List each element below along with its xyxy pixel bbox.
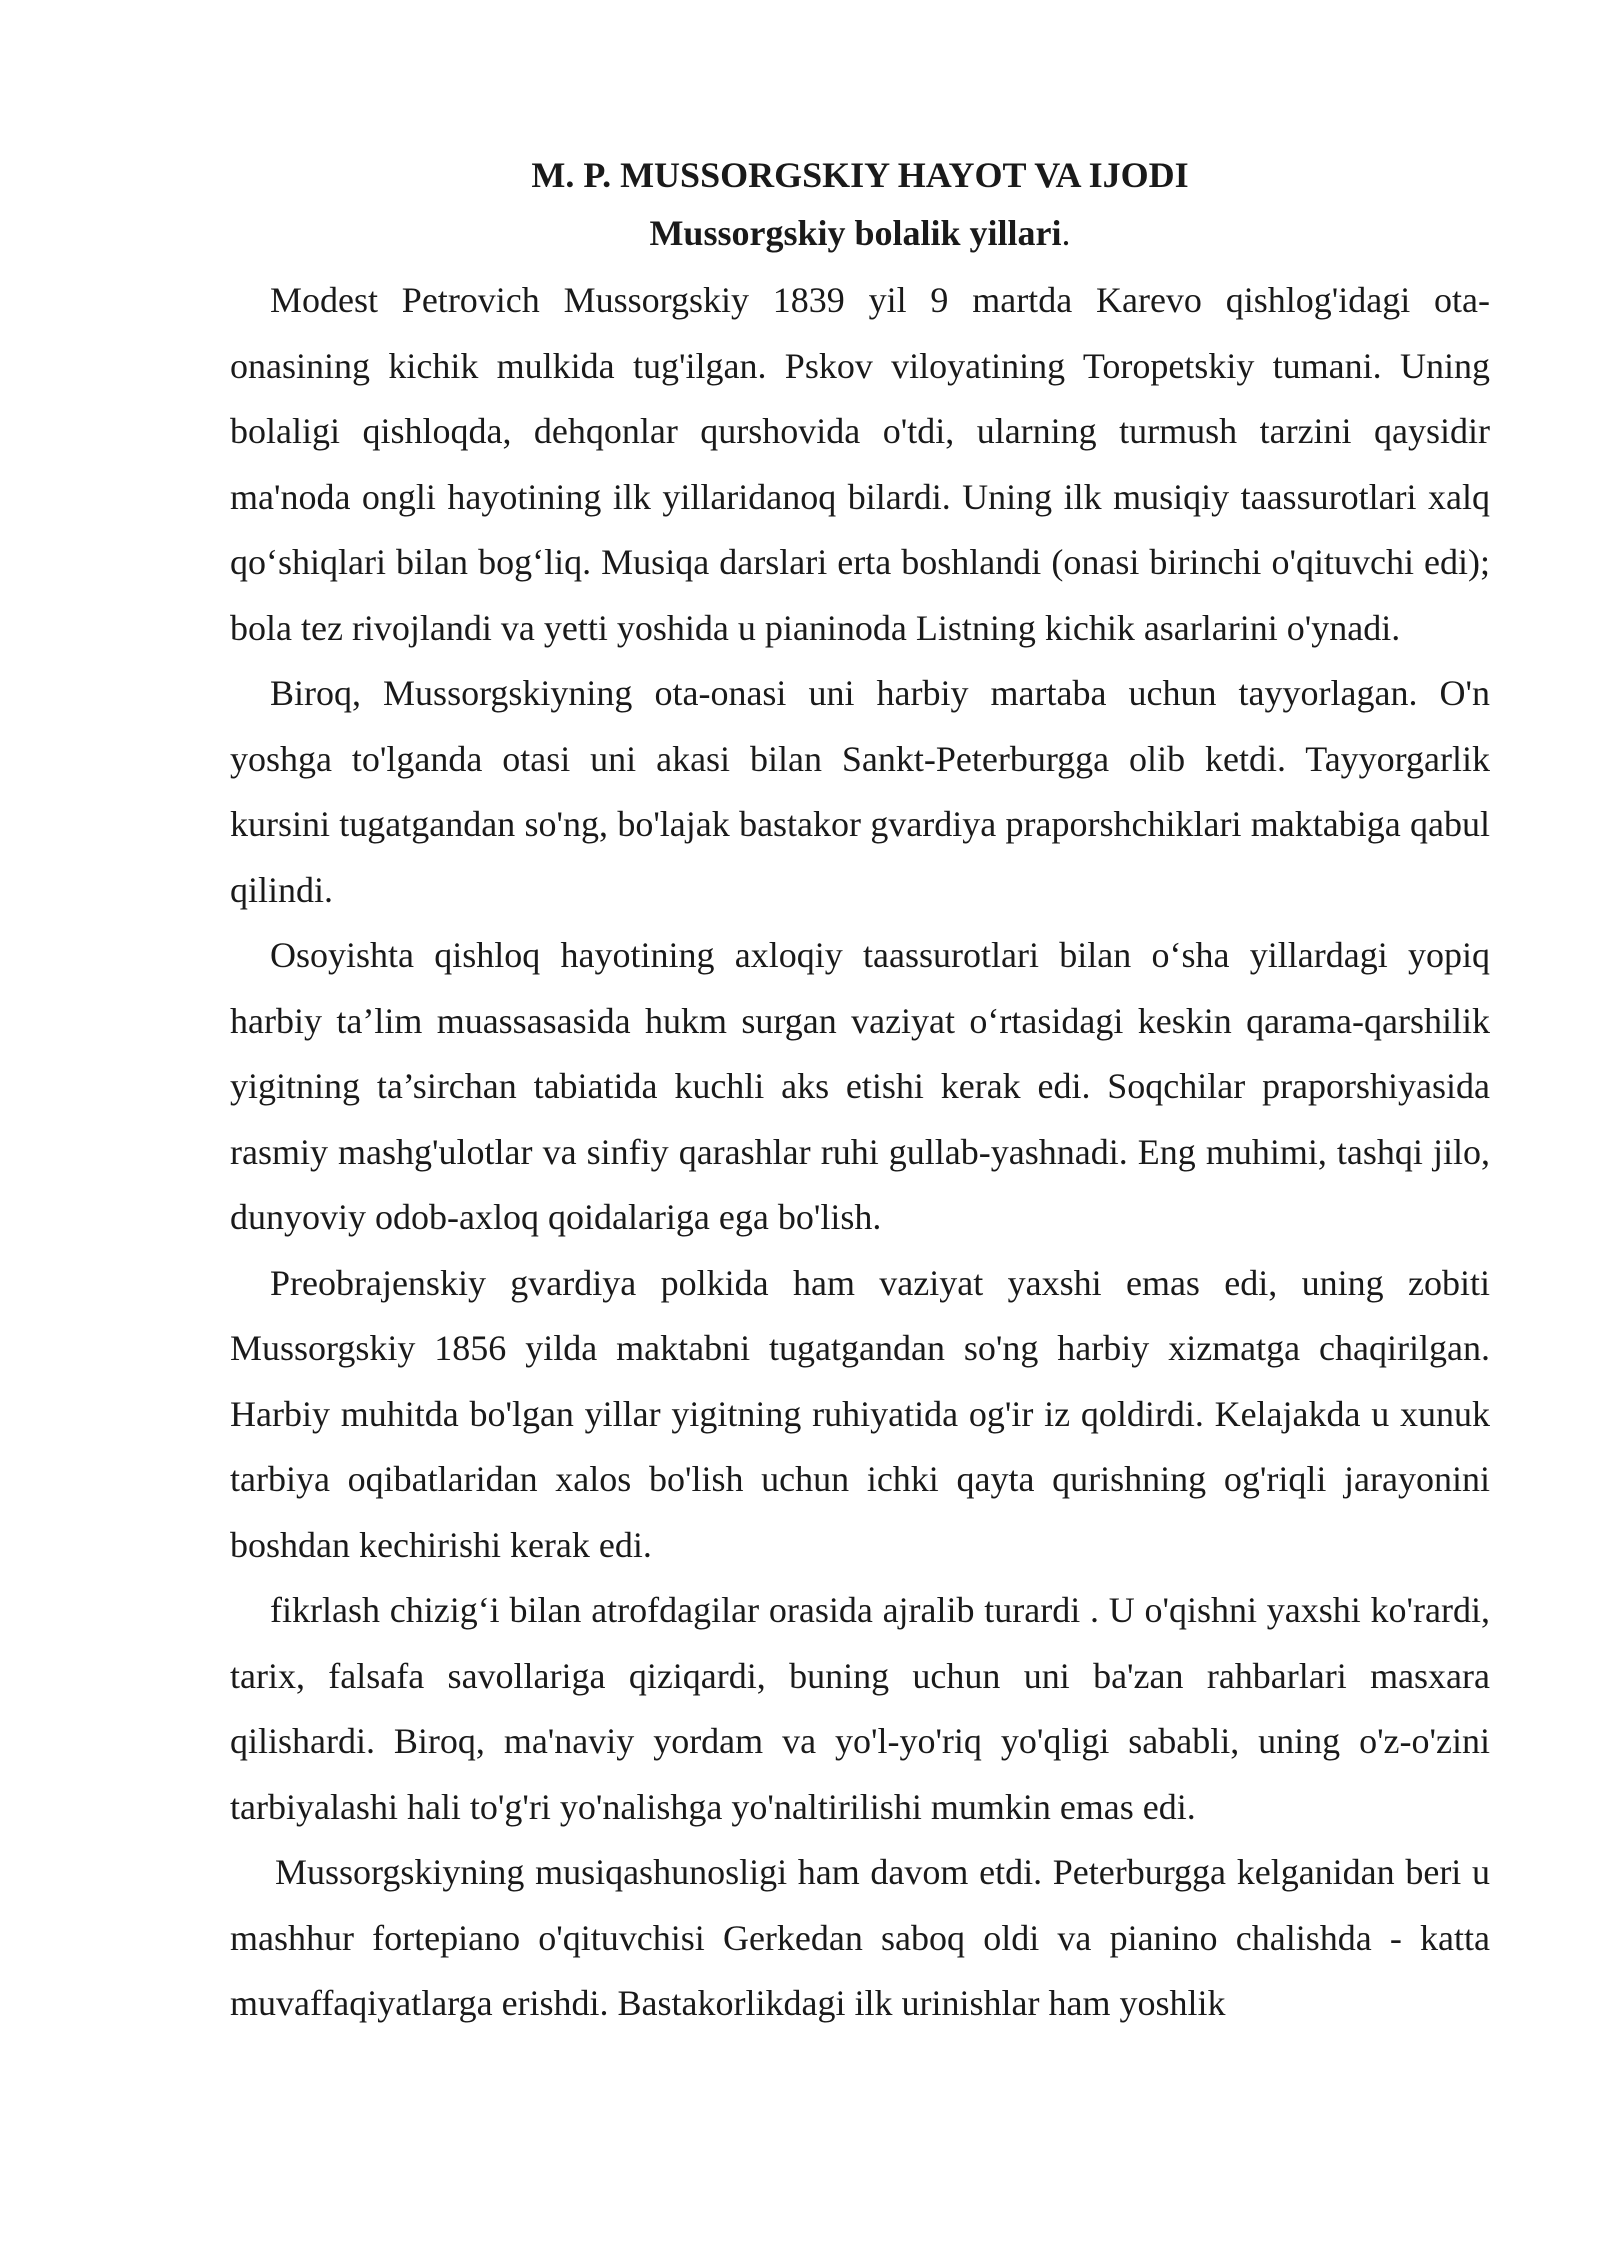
paragraph-1: Modest Petrovich Mussorgskiy 1839 yil 9 martda Karevo qishlog'idagi ota-onasining kichik mulkida tug'ilgan. Pskov viloyatining Toropetskiy tumani. Uning bolaligi qishloqda, dehqonlar qurshovida o'tdi, ularning turmush tarzini qaysidir ma'noda ongli hayotining ilk yillaridanoq bilardi. Uning ilk musiqiy taassurotlari xalq qo‘shiqlari bilan bog‘liq. Musiqa darslari erta boshlandi (onasi birinchi o'qituvchi edi); bola tez rivojlandi va yetti yoshida u pianinoda Listning kichik asarlarini o'ynadi. (230, 280, 1490, 648)
paragraph-4: Preobrajenskiy gvardiya polkida ham vaziyat yaxshi emas edi, uning zobiti Mussorgskiy 1856 yilda maktabni tugatgandan so'ng harbiy xizmatga chaqirilgan. Harbiy muhitda bo'lgan yillar yigitning ruhiyatida og'ir iz qoldirdi. Kelajakda u xunuk tarbiya oqibatlaridan xalos bo'lish uchun ichki qayta qurishning og'riqli jarayonini boshdan kechirishi kerak edi. (230, 1262, 1490, 1565)
paragraph-5: fikrlash chizig‘i bilan atrofdagilar orasida ajralib turardi . U o'qishni yaxshi ko'rardi, tarix, falsafa savollariga qiziqardi, buning uchun uni ba'zan rahbarlari masxara qilishardi. Biroq, ma'naviy yordam va yo'l-yo'riq yo'qligi sababli, uning o'z-o'zini tarbiyalashi hali to'g'ri yo'nalishga yo'naltirilishi mumkin emas edi. (230, 1590, 1490, 1827)
document-title: M. P. MUSSORGSKIY HAYOT VA IJODI (531, 155, 1189, 195)
paragraph-3: Osoyishta qishloq hayotining axloqiy taassurotlari bilan o‘sha yillardagi yopiq harbiy ta’lim muassasasida hukm surgan vaziyat o‘rtasidagi keskin qarama-qarshilik yigitning ta’sirchan tabiatida kuchli aks etishi kerak edi. Soqchilar praporshiyasida rasmiy mashg'ulotlar va sinfiy qarashlar ruhi gullab-yashnadi. Eng muhimi, tashqi jilo, dunyoviy odob-axloq qoidalariga ega bo'lish. (230, 935, 1490, 1237)
section-subtitle-text: Mussorgskiy bolalik yillari (649, 213, 1062, 253)
section-subtitle (230, 208, 1490, 258)
document-page (230, 150, 1490, 2037)
section-subtitle-punct: . (1061, 213, 1071, 253)
paragraph-2: Biroq, Mussorgskiyning ota-onasi uni harbiy martaba uchun tayyorlagan. O'n yoshga to'lganda otasi uni akasi bilan Sankt-Peterburgga olib ketdi. Tayyorgarlik kursini tugatgandan so'ng, bo'lajak bastakor gvardiya praporshchiklari maktabiga qabul qilindi. (230, 673, 1490, 910)
paragraph-6: Mussorgskiyning musiqashunosligi ham davom etdi. Peterburgga kelganidan beri u mashhur fortepiano o'qituvchisi Gerkedan saboq oldi va pianino chalishda - katta muvaffaqiyatlarga erishdi. Bastakorlikdagi ilk urinishlar ham yoshlik (230, 1852, 1490, 2023)
